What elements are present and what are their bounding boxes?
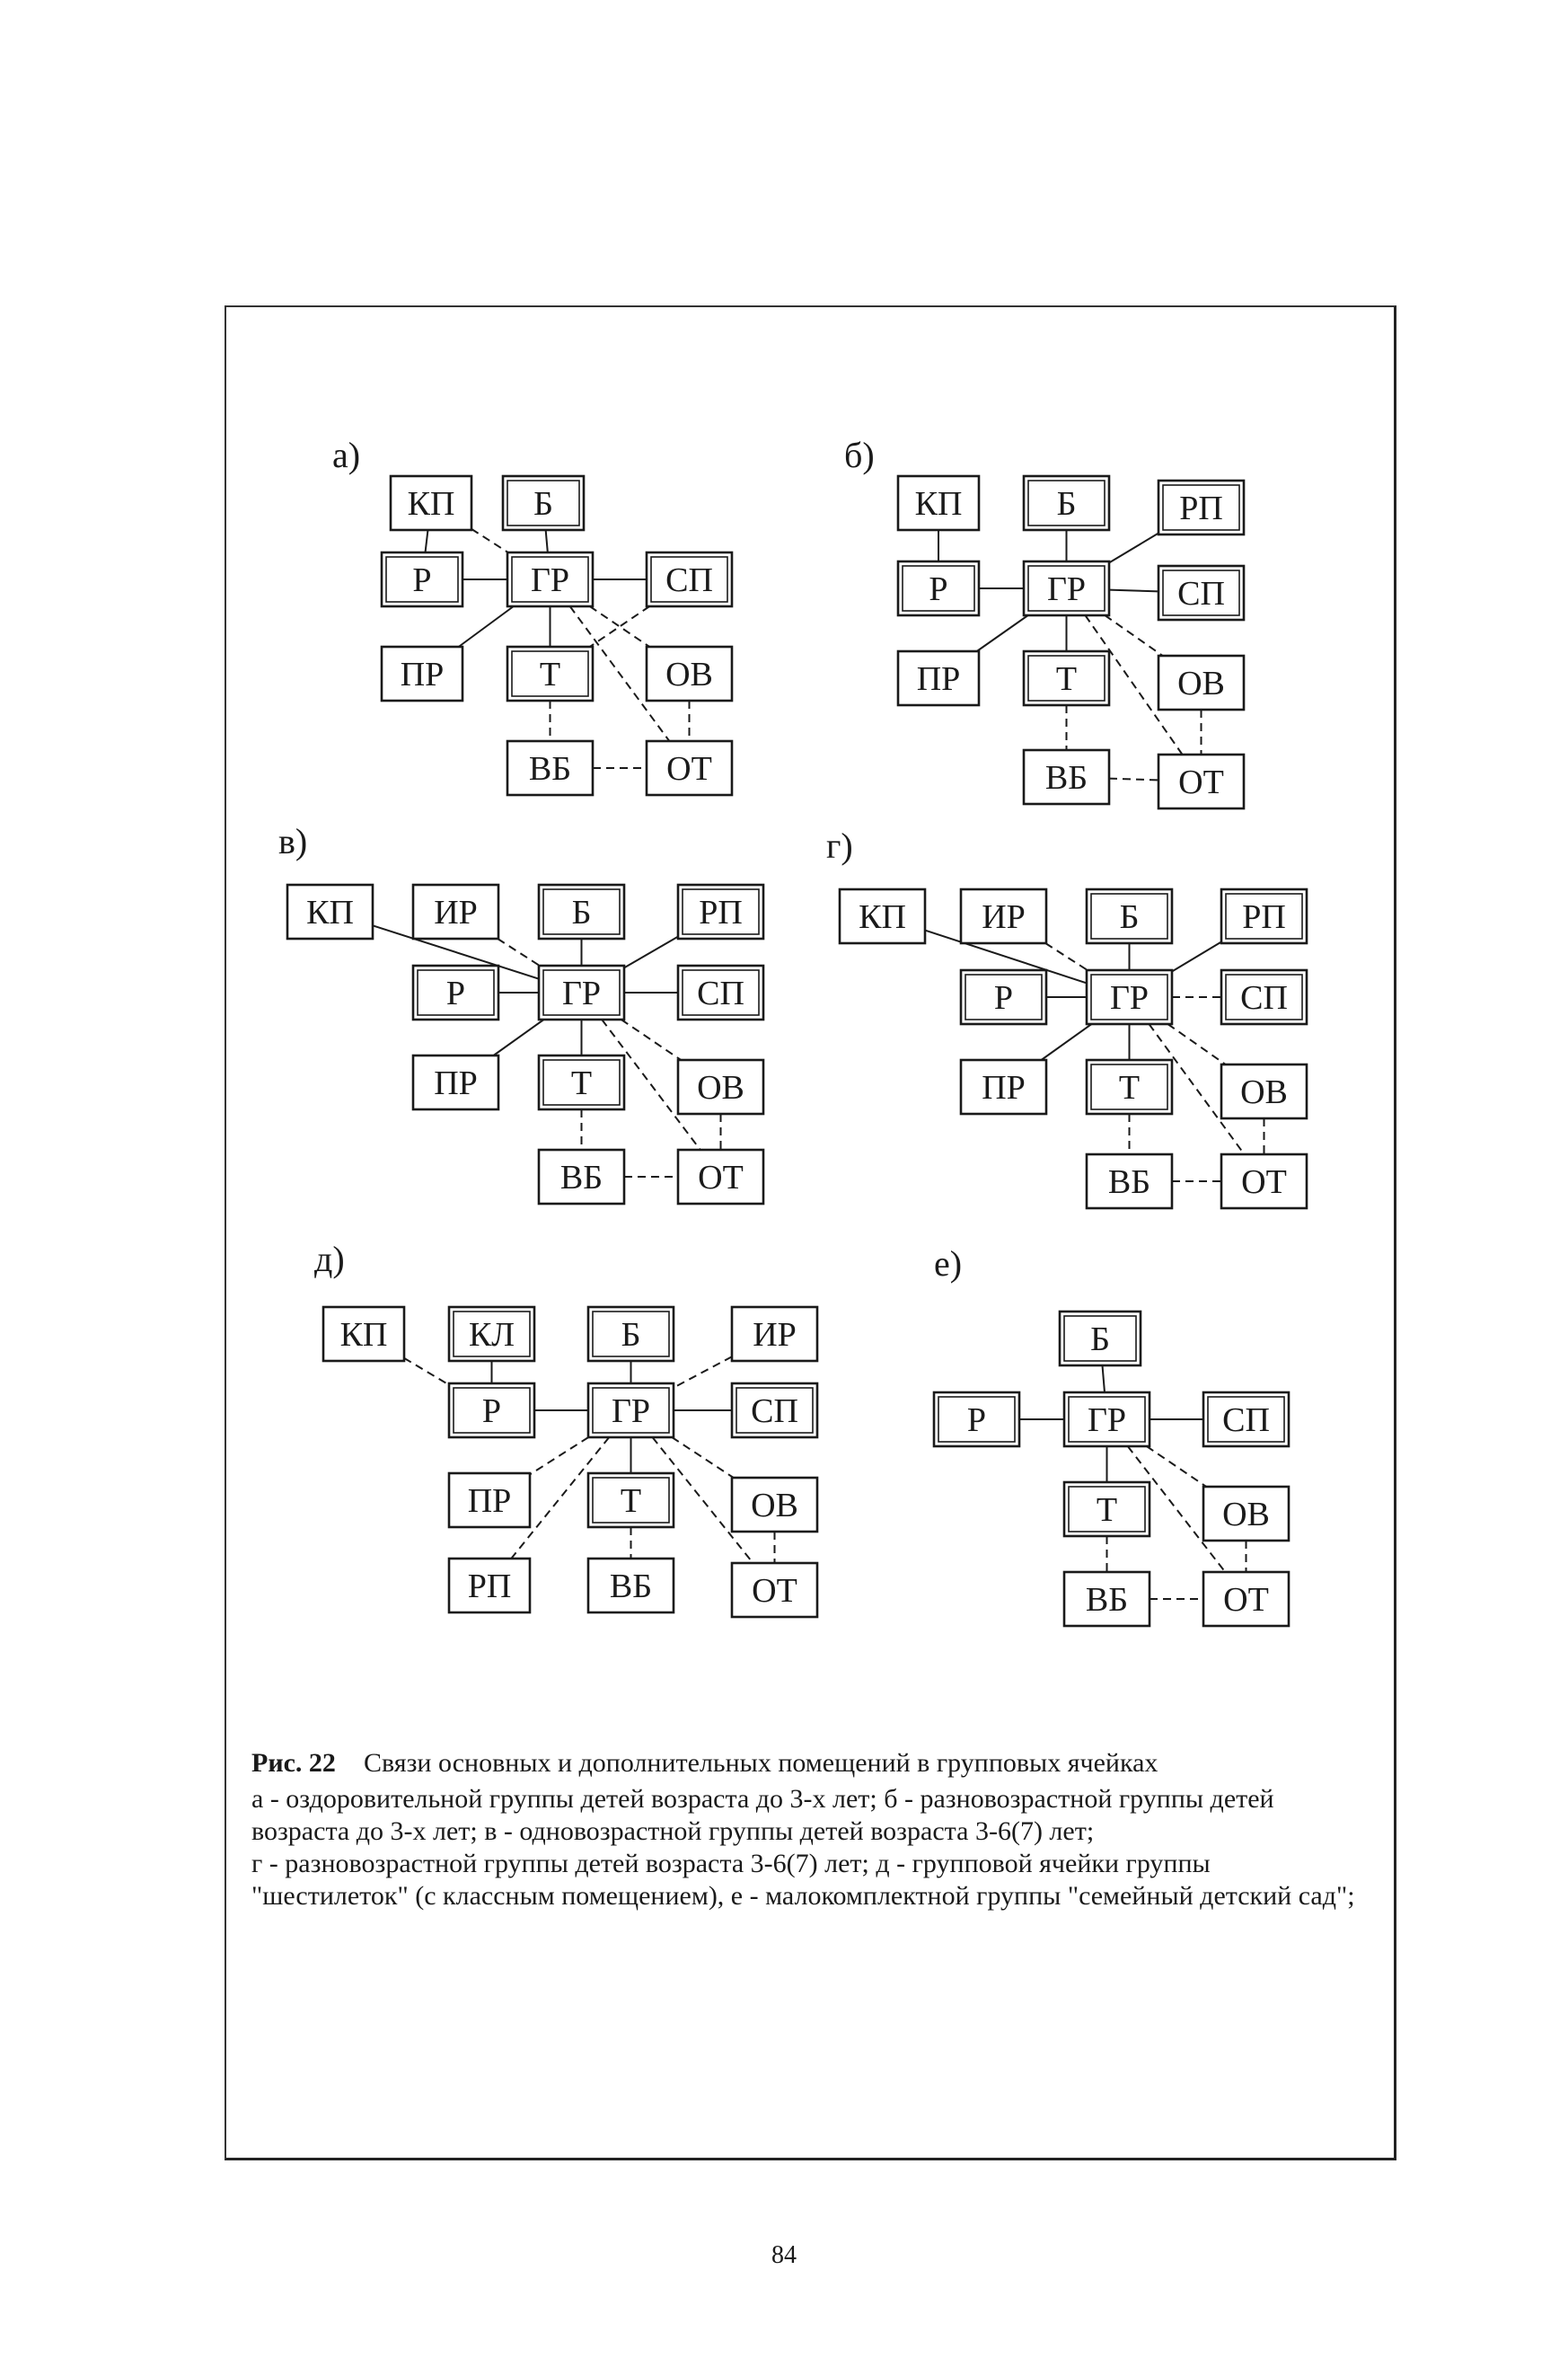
room-label-t: Т bbox=[570, 1064, 593, 1102]
link-gr-ov bbox=[621, 1020, 681, 1060]
room-label-gr: ГР bbox=[1087, 1401, 1127, 1439]
room-rp bbox=[1221, 889, 1307, 943]
room-label-ov: ОВ bbox=[1240, 1073, 1288, 1111]
room-label-sp: СП bbox=[1240, 979, 1288, 1017]
room-t bbox=[1024, 651, 1109, 705]
diagram-label-b: б) bbox=[844, 435, 875, 475]
link-vb-ot bbox=[1109, 779, 1158, 781]
room-ot bbox=[1221, 1154, 1307, 1208]
caption-heading bbox=[251, 1747, 1365, 1780]
link-gr-pr bbox=[494, 1020, 544, 1056]
room-kp bbox=[323, 1307, 404, 1361]
room-label-t: Т bbox=[1055, 660, 1078, 698]
link-kp-r bbox=[426, 530, 428, 552]
room-label-sp: СП bbox=[1222, 1401, 1270, 1439]
room-label-ot: ОТ bbox=[1178, 764, 1224, 801]
room-gr bbox=[1087, 970, 1172, 1024]
room-label-kp: КП bbox=[407, 485, 455, 523]
diagram-label-v: в) bbox=[278, 821, 308, 861]
link-gr-ov bbox=[672, 1437, 734, 1478]
room-label-t: Т bbox=[539, 656, 561, 693]
room-label-r: Р bbox=[966, 1401, 987, 1439]
room-b bbox=[1060, 1312, 1141, 1365]
room-ot bbox=[647, 741, 732, 795]
room-sp bbox=[1203, 1392, 1289, 1446]
room-label-gr: ГР bbox=[530, 561, 570, 599]
room-label-b: Б bbox=[1119, 898, 1140, 936]
room-label-kp: КП bbox=[306, 894, 354, 932]
room-label-gr: ГР bbox=[1046, 570, 1087, 608]
link-gr-pr bbox=[530, 1437, 588, 1474]
diagram-label-g: г) bbox=[826, 826, 853, 866]
room-label-ot: ОТ bbox=[666, 750, 712, 788]
room-label-vb: ВБ bbox=[609, 1568, 653, 1605]
link-gr-sp bbox=[1109, 590, 1158, 592]
room-ir bbox=[732, 1307, 817, 1361]
room-label-pr: ПР bbox=[982, 1069, 1026, 1107]
room-gr bbox=[507, 552, 593, 606]
room-label-gr: ГР bbox=[611, 1392, 651, 1430]
room-label-ir: ИР bbox=[753, 1316, 797, 1354]
room-label-vb: ВБ bbox=[559, 1159, 603, 1197]
diagram-e bbox=[934, 1243, 1289, 1626]
diagram-label-d: д) bbox=[314, 1239, 345, 1279]
link-ir-gr bbox=[498, 939, 540, 966]
link-b-gr bbox=[546, 530, 548, 552]
room-label-r: Р bbox=[993, 979, 1014, 1017]
room-label-ir: ИР bbox=[982, 898, 1026, 936]
room-label-t: Т bbox=[1118, 1069, 1141, 1107]
link-gr-pr bbox=[977, 615, 1028, 651]
room-label-rp: РП bbox=[1179, 490, 1223, 527]
room-label-vb: ВБ bbox=[528, 750, 572, 788]
room-t bbox=[1087, 1060, 1172, 1114]
room-vb bbox=[1087, 1154, 1172, 1208]
link-kp-r bbox=[404, 1358, 449, 1385]
room-kp bbox=[840, 889, 925, 943]
room-label-vb: ВБ bbox=[1044, 759, 1088, 797]
room-rp bbox=[678, 885, 763, 939]
room-r bbox=[413, 966, 498, 1020]
room-label-ov: ОВ bbox=[1222, 1496, 1270, 1533]
diagram-g bbox=[826, 826, 1307, 1208]
room-label-vb: ВБ bbox=[1107, 1163, 1151, 1201]
diagram-v bbox=[278, 821, 763, 1204]
diagram-links-v bbox=[373, 925, 721, 1177]
room-b bbox=[503, 476, 584, 530]
room-sp bbox=[1221, 970, 1307, 1024]
room-ot bbox=[1203, 1572, 1289, 1626]
room-label-sp: СП bbox=[697, 975, 744, 1012]
room-pr bbox=[449, 1473, 530, 1527]
link-gr-ov bbox=[1147, 1446, 1206, 1487]
room-label-ot: ОТ bbox=[1223, 1581, 1269, 1619]
room-pr bbox=[413, 1056, 498, 1109]
room-label-ot: ОТ bbox=[698, 1159, 744, 1197]
room-label-t: Т bbox=[1096, 1491, 1118, 1529]
link-ir-gr bbox=[1045, 943, 1088, 970]
room-gr bbox=[539, 966, 624, 1020]
room-vb bbox=[588, 1559, 674, 1612]
room-rp bbox=[1158, 481, 1244, 534]
diagram-d bbox=[314, 1239, 817, 1617]
room-label-r: Р bbox=[445, 975, 466, 1012]
room-rp bbox=[449, 1559, 530, 1612]
room-gr bbox=[1064, 1392, 1150, 1446]
room-ot bbox=[1158, 755, 1244, 808]
room-label-kp: КП bbox=[859, 898, 906, 936]
room-label-r: Р bbox=[412, 561, 432, 599]
room-ir bbox=[413, 885, 498, 939]
figure-number: Рис. 22 bbox=[251, 1748, 336, 1778]
room-t bbox=[539, 1056, 624, 1109]
link-rp-gr bbox=[1172, 942, 1221, 972]
room-ov bbox=[732, 1478, 817, 1532]
room-label-ov: ОВ bbox=[697, 1069, 744, 1107]
room-r bbox=[898, 561, 979, 615]
diagram-a bbox=[332, 435, 732, 795]
room-sp bbox=[732, 1383, 817, 1437]
room-ov bbox=[1221, 1064, 1307, 1118]
room-label-kp: КП bbox=[914, 485, 963, 523]
link-rp-gr bbox=[624, 937, 678, 968]
diagram-links-g bbox=[925, 931, 1264, 1181]
room-label-b: Б bbox=[1090, 1320, 1110, 1358]
diagram-label-a: а) bbox=[332, 435, 361, 475]
room-vb bbox=[1024, 750, 1109, 804]
link-gr-pr bbox=[459, 606, 514, 647]
room-label-t: Т bbox=[620, 1482, 642, 1520]
room-label-r: Р bbox=[929, 570, 948, 608]
room-label-ir: ИР bbox=[434, 894, 478, 932]
room-ir bbox=[961, 889, 1046, 943]
link-gr-ov bbox=[1105, 615, 1162, 656]
diagram-b bbox=[844, 435, 1244, 808]
room-label-ot: ОТ bbox=[1241, 1163, 1287, 1201]
room-pr bbox=[382, 647, 462, 701]
room-t bbox=[507, 647, 593, 701]
room-label-pr: ПР bbox=[434, 1064, 478, 1102]
diagram-label-e: е) bbox=[934, 1243, 963, 1284]
room-t bbox=[588, 1473, 674, 1527]
room-kp bbox=[391, 476, 471, 530]
room-sp bbox=[678, 966, 763, 1020]
room-vb bbox=[507, 741, 593, 795]
room-label-kp: КП bbox=[339, 1316, 388, 1354]
room-label-kl: КЛ bbox=[468, 1316, 515, 1354]
room-label-b: Б bbox=[621, 1316, 641, 1354]
room-b bbox=[1024, 476, 1109, 530]
room-label-gr: ГР bbox=[561, 975, 602, 1012]
room-ov bbox=[647, 647, 732, 701]
link-ir-gr bbox=[674, 1356, 732, 1388]
room-b bbox=[539, 885, 624, 939]
room-kp bbox=[898, 476, 979, 530]
link-rp-gr bbox=[1109, 534, 1158, 563]
room-label-b: Б bbox=[571, 894, 592, 932]
room-pr bbox=[961, 1060, 1046, 1114]
room-ov bbox=[1203, 1487, 1289, 1541]
room-label-sp: СП bbox=[751, 1392, 798, 1430]
link-b-gr bbox=[1103, 1365, 1106, 1392]
room-label-ot: ОТ bbox=[752, 1572, 797, 1610]
room-gr bbox=[1024, 561, 1109, 615]
room-r bbox=[961, 970, 1046, 1024]
room-label-sp: СП bbox=[665, 561, 713, 599]
room-b bbox=[588, 1307, 674, 1361]
room-label-pr: ПР bbox=[467, 1482, 512, 1520]
figure-caption bbox=[251, 1747, 1365, 1912]
room-label-rp: РП bbox=[699, 894, 743, 932]
room-vb bbox=[539, 1150, 624, 1204]
room-vb bbox=[1064, 1572, 1150, 1626]
caption-title: Связи основных и дополнительных помещений в групповых ячейках bbox=[364, 1748, 1158, 1778]
room-kp bbox=[287, 885, 373, 939]
room-label-b: Б bbox=[1056, 485, 1077, 523]
link-gr-ov bbox=[1167, 1024, 1225, 1064]
room-ov bbox=[678, 1060, 763, 1114]
room-b bbox=[1087, 889, 1172, 943]
room-label-rp: РП bbox=[467, 1568, 512, 1605]
room-sp bbox=[647, 552, 732, 606]
page-number: 84 bbox=[771, 2241, 797, 2269]
room-label-vb: ВБ bbox=[1085, 1581, 1129, 1619]
room-r bbox=[382, 552, 462, 606]
room-label-ov: ОВ bbox=[665, 656, 713, 693]
room-label-pr: ПР bbox=[916, 660, 961, 698]
room-gr bbox=[588, 1383, 674, 1437]
room-label-b: Б bbox=[533, 485, 553, 523]
link-gr-pr bbox=[1042, 1024, 1092, 1060]
room-kl bbox=[449, 1307, 534, 1361]
room-label-ov: ОВ bbox=[1177, 665, 1225, 702]
room-sp bbox=[1158, 566, 1244, 620]
room-t bbox=[1064, 1482, 1150, 1536]
room-label-sp: СП bbox=[1177, 575, 1225, 613]
room-ot bbox=[678, 1150, 763, 1204]
room-ov bbox=[1158, 656, 1244, 710]
room-r bbox=[934, 1392, 1019, 1446]
room-label-ov: ОВ bbox=[751, 1487, 798, 1524]
link-kp-gr bbox=[471, 529, 508, 552]
room-pr bbox=[898, 651, 979, 705]
room-label-rp: РП bbox=[1242, 898, 1286, 936]
room-ot bbox=[732, 1563, 817, 1617]
room-label-pr: ПР bbox=[400, 656, 445, 693]
room-r bbox=[449, 1383, 534, 1437]
caption-body: а - оздоровительной группы детей возраста до 3-х лет; б - разновозрастной группы детей возраста до 3-х лет; в - одновозрастной группы детей возраста 3-6(7) лет; г - разновозрастной группы детей возраста 3-6(7) лет; д - групповой ячейки группы "шестилеток" (с классным помещением), е - малокомплектной группы "семейный детский сад"; bbox=[251, 1784, 1355, 1911]
room-label-gr: ГР bbox=[1109, 979, 1150, 1017]
room-label-r: Р bbox=[481, 1392, 502, 1430]
